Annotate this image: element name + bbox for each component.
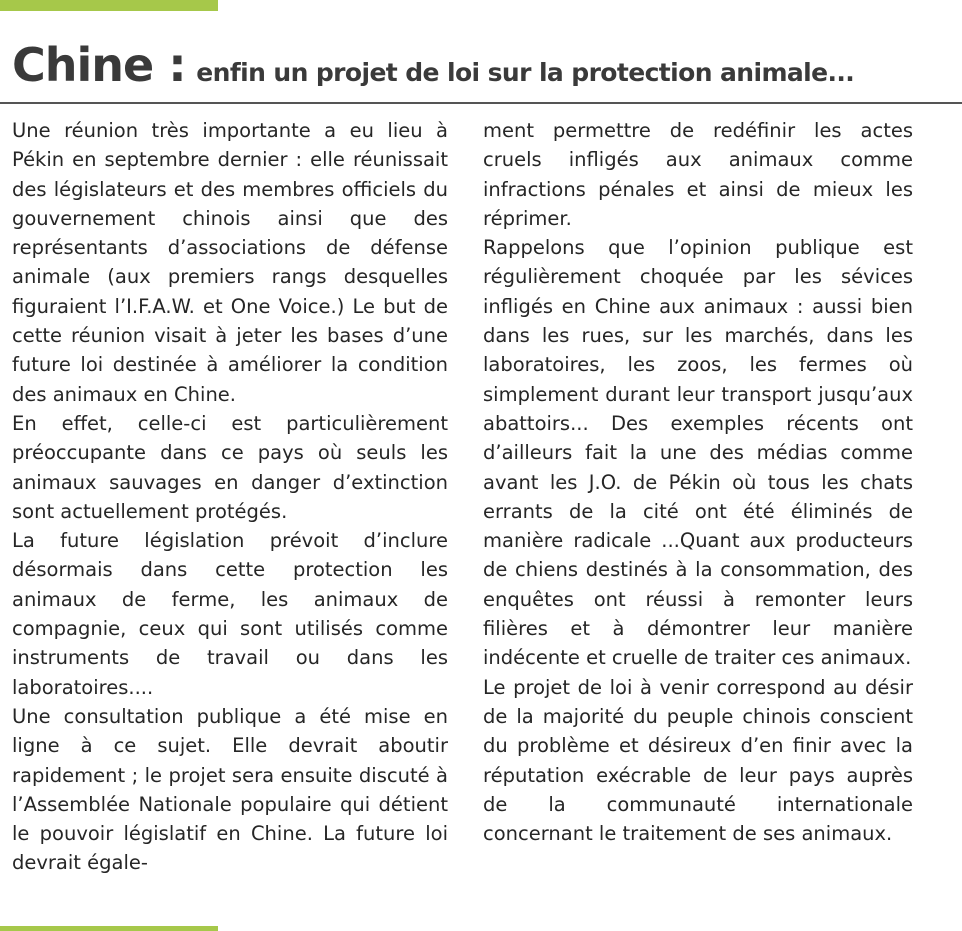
- paragraph: En effet, celle-ci est particulièrement préoccupante dans ce pays où seuls les animaux sauvages en danger d’extinction sont actuellement protégés.: [12, 411, 448, 523]
- paragraph: ment permettre de redéfinir les actes cruels infligés aux animaux comme infractions pénales et ainsi de mieux les réprimer.: [483, 119, 913, 230]
- article-column-left: [12, 116, 448, 878]
- paragraph: La future législation prévoit d’inclure désormais dans cette protection les animaux de ferme, les animaux de compagnie, ceux qui sont utilisés comme instruments de travail ou dans les laboratoires....: [12, 529, 448, 699]
- article-title: [12, 38, 952, 92]
- article-column-right: [483, 116, 913, 848]
- bottom-accent-bar: [0, 926, 218, 931]
- article-title-main: Chine :: [12, 38, 186, 92]
- top-accent-bar: [0, 0, 218, 11]
- title-divider: [0, 102, 962, 104]
- article-title-sub: enfin un projet de loi sur la protection animale...: [196, 58, 855, 87]
- paragraph: Une réunion très importante a eu lieu à Pékin en septembre dernier : elle réunissait des législateurs et des membres officiels du gouvernement chinois ainsi que des représentants d’associations de défense animale (aux premiers rangs desquelles figuraient l’I.F.A.W. et One Voice.) Le but de cette réunion visait à jeter les bases d’une future loi destinée à améliorer la condition des animaux en Chine.: [12, 119, 448, 406]
- paragraph: Une consultation publique a été mise en ligne à ce sujet. Elle devrait aboutir rapidement ; le projet sera ensuite discuté à l’Assemblée Nationale populaire qui détient le pouvoir législatif en Chine. La future loi devrait égale-: [12, 704, 448, 875]
- paragraph: Rappelons que l’opinion publique est régulièrement choquée par les sévices infligés en Chine aux animaux : aussi bien dans les rues, sur les marchés, dans les laboratoires, les zoos, les fermes où simplement durant leur transport jusqu’aux abattoirs... Des exemples récents ont d’ailleurs fait la une des médias comme avant les J.O. de Pékin où tous les chats errants de la cité ont été éliminés de manière radicale ...Quant aux producteurs de chiens destinés à la consommation, des enquêtes ont réussi à remonter leurs filières et à démontrer leur manière indécente et cruelle de traiter ces animaux.: [483, 236, 913, 670]
- paragraph: Le projet de loi à venir correspond au désir de la majorité du peuple chinois conscient du problème et désireux d’en finir avec la réputation exécrable de leur pays auprès de la communauté internationale concernant le traitement de ses animaux.: [483, 675, 913, 846]
